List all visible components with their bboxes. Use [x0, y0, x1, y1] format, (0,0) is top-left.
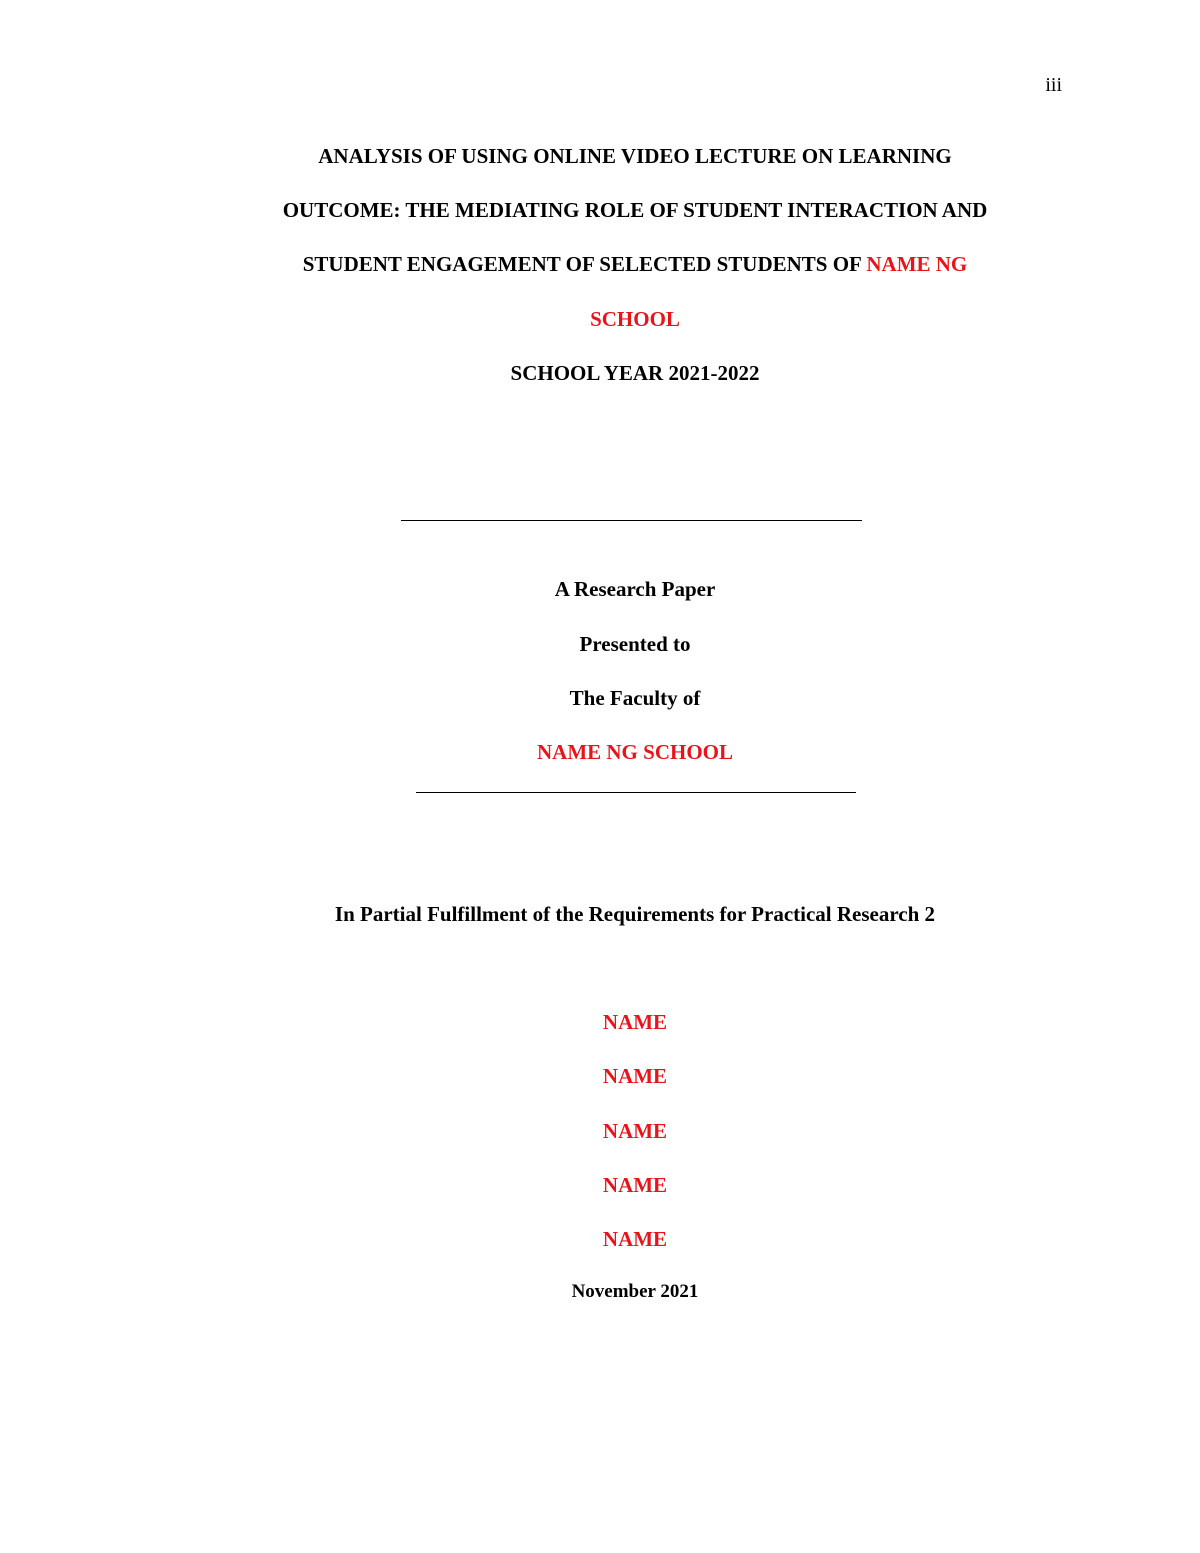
- faculty-of: The Faculty of: [569, 686, 701, 710]
- title-line-3-text: STUDENT ENGAGEMENT OF SELECTED STUDENTS OF: [302, 252, 867, 276]
- submission-date: November 2021: [571, 1281, 699, 1302]
- presented-to: Presented to: [579, 632, 691, 656]
- author-name-3: NAME: [602, 1119, 668, 1143]
- divider-top: [401, 520, 862, 521]
- author-name-4: NAME: [602, 1173, 668, 1197]
- title-line-3: [0, 251, 1200, 277]
- paper-type: A Research Paper: [554, 577, 716, 601]
- page-number: iii: [1045, 74, 1062, 96]
- divider-bottom: [416, 792, 856, 793]
- author-name-1: NAME: [602, 1010, 668, 1034]
- title-line-4: SCHOOL: [590, 307, 680, 331]
- school-name-placeholder: NAME NG SCHOOL: [536, 740, 733, 764]
- author-name-2: NAME: [602, 1064, 668, 1088]
- title-line-2: OUTCOME: THE MEDIATING ROLE OF STUDENT INTERACTION AND: [282, 198, 988, 222]
- title-school-placeholder: NAME NG: [866, 252, 968, 276]
- fulfillment-statement: In Partial Fulfillment of the Requirements for Practical Research 2: [334, 902, 936, 926]
- title-line-1: ANALYSIS OF USING ONLINE VIDEO LECTURE ON LEARNING: [318, 144, 952, 168]
- school-year: SCHOOL YEAR 2021-2022: [510, 361, 760, 385]
- author-name-5: NAME: [602, 1227, 668, 1251]
